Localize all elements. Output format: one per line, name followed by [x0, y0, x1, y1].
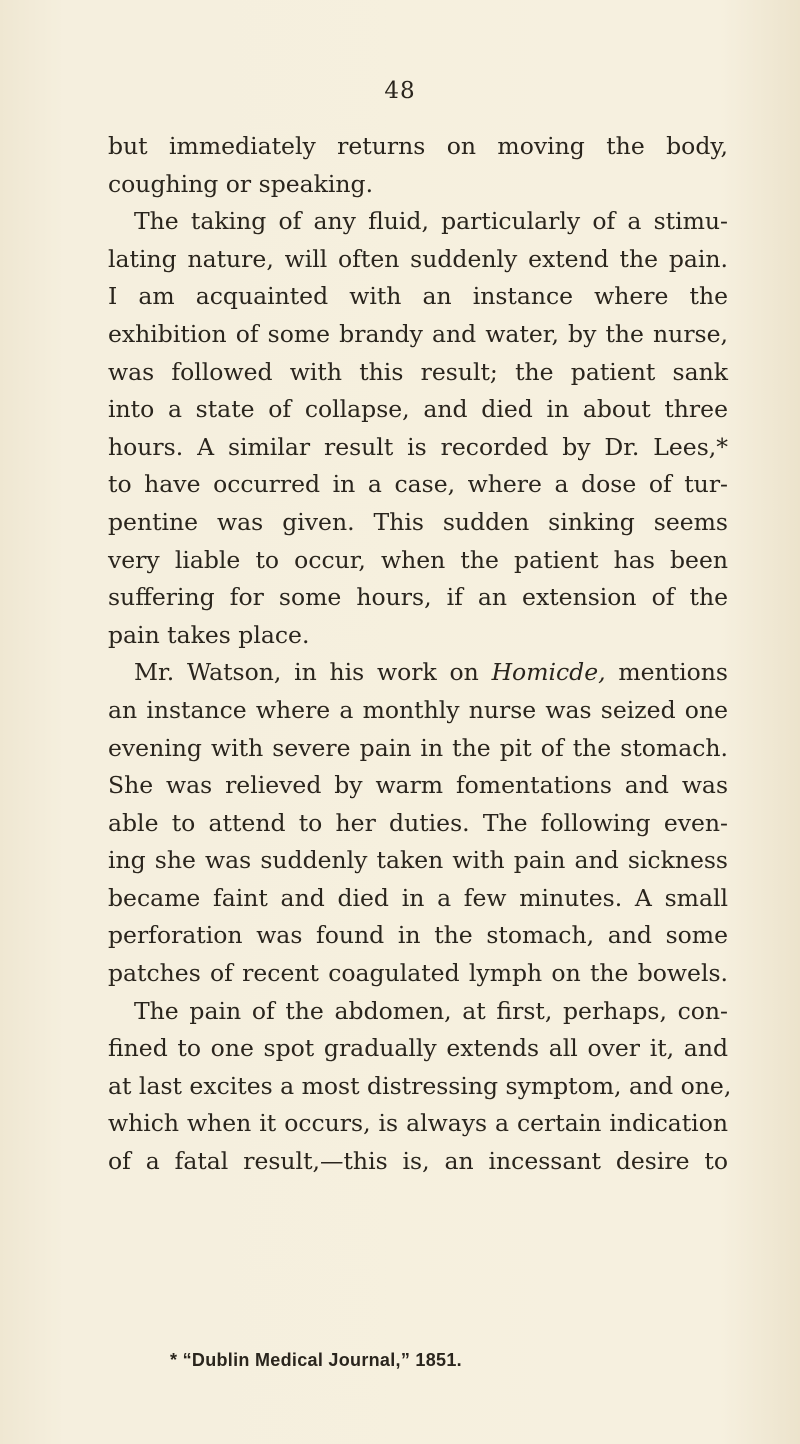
- text-line: lating nature, will often suddenly extend the pain.: [108, 244, 728, 273]
- text-line: exhibition of some brandy and water, by the nurse,: [108, 319, 728, 348]
- page-number: 48: [384, 78, 416, 104]
- text-line: The pain of the abdomen, at first, perhaps, con-: [134, 996, 728, 1025]
- text-line: suffering for some hours, if an extension of the: [108, 583, 728, 612]
- text-line: evening with severe pain in the pit of the stomach.: [108, 733, 728, 762]
- text-line: was followed with this result; the patient sank: [108, 357, 728, 386]
- text-line: I am acquainted with an instance where the: [108, 282, 728, 311]
- text-line: coughing or speaking.: [108, 169, 374, 198]
- text-line-with-title: [108, 654, 728, 692]
- text-fragment: Mr. Watson, in his work on: [134, 658, 492, 687]
- text-line: very liable to occur, when the patient has been: [108, 545, 728, 574]
- text-line: perforation was found in the stomach, and some: [108, 921, 728, 950]
- text-line: of a fatal result,—this is, an incessant desire to: [108, 1147, 728, 1176]
- text-line: fined to one spot gradually extends all over it, and: [108, 1034, 728, 1063]
- footnote: * “Dublin Medical Journal,” 1851.: [170, 1350, 462, 1370]
- text-line: at last excites a most distressing symptom, and one,: [108, 1071, 732, 1100]
- text-line: patches of recent coagulated lymph on the bowels.: [108, 959, 728, 988]
- text-line: ing she was suddenly taken with pain and sickness: [108, 846, 728, 875]
- text-fragment: mentions: [605, 658, 728, 687]
- text-line: to have occurred in a case, where a dose of tur-: [108, 470, 728, 499]
- text-line: able to attend to her duties. The following even-: [108, 808, 728, 837]
- text-line: became faint and died in a few minutes. A small: [108, 883, 728, 912]
- body-text: [108, 128, 732, 1181]
- text-line: an instance where a monthly nurse was seized one: [108, 695, 728, 724]
- text-line: The taking of any fluid, particularly of a stimu-: [134, 207, 728, 236]
- book-title: Homicde,: [491, 658, 606, 687]
- text-line: hours. A similar result is recorded by Dr. Lees,*: [108, 432, 728, 461]
- text-line: pentine was given. This sudden sinking seems: [108, 507, 728, 536]
- text-line: pain takes place.: [108, 620, 310, 649]
- text-line: into a state of collapse, and died in about three: [108, 395, 728, 424]
- text-line: but immediately returns on moving the body,: [108, 132, 728, 160]
- text-line: which when it occurs, is always a certain indication: [108, 1109, 728, 1138]
- text-line: She was relieved by warm fomentations and was: [108, 771, 728, 800]
